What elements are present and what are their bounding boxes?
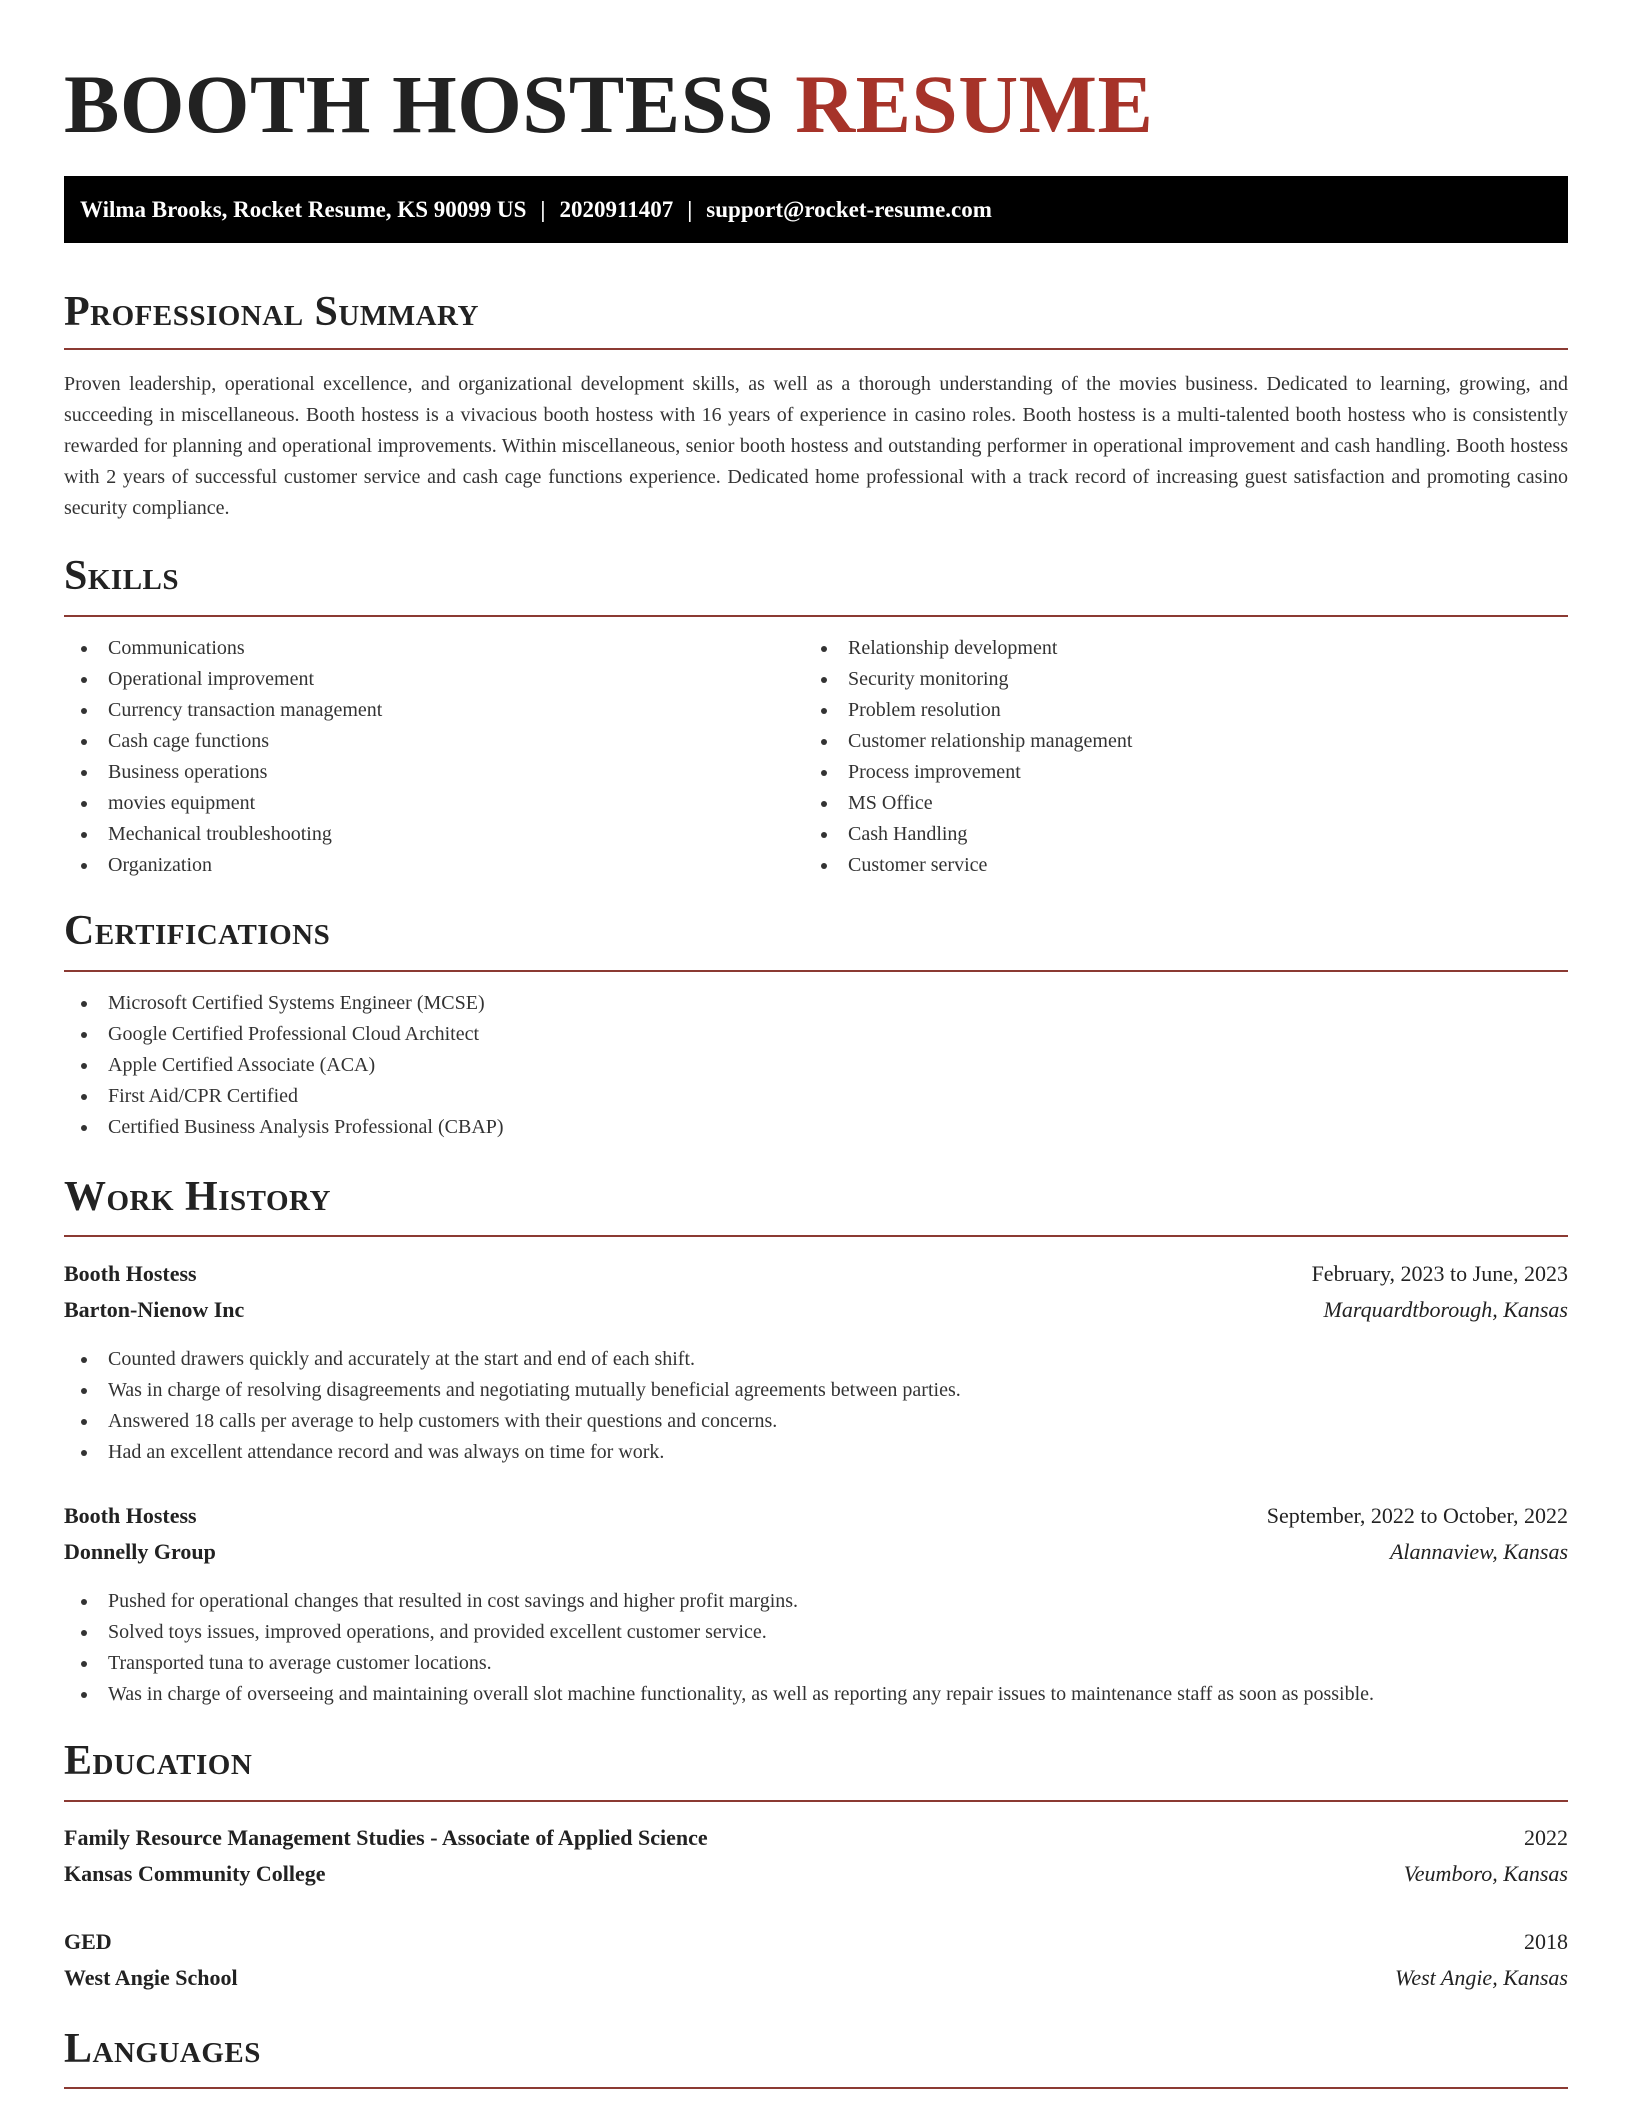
skill-item: Relationship development (804, 633, 1568, 664)
job-bullet: Had an excellent attendance record and was always on time for work. (64, 1437, 1568, 1468)
education-header-row (64, 1924, 1568, 1960)
certification-item: First Aid/CPR Certified (64, 1081, 1568, 1112)
section-heading-summary: Professional Summary (64, 289, 479, 335)
job-dates: February, 2023 to June, 2023 (1311, 1261, 1568, 1286)
title-accent: RESUME (795, 58, 1154, 150)
skill-item: Customer relationship management (804, 726, 1568, 757)
certification-item: Certified Business Analysis Professional (CBAP) (64, 1112, 1568, 1143)
skill-item: Cash Handling (804, 819, 1568, 850)
job-header-row (64, 1256, 1568, 1292)
contact-phone: 2020911407 (559, 196, 674, 222)
education-school: Kansas Community College (64, 1861, 326, 1886)
education-school-row (64, 1856, 1568, 1892)
job-bullet: Counted drawers quickly and accurately at the start and end of each shift. (64, 1344, 1568, 1375)
certification-item: Microsoft Certified Systems Engineer (MCSE) (64, 988, 1568, 1019)
skill-item: Operational improvement (64, 664, 804, 695)
section-divider (64, 615, 1568, 617)
skill-item: Cash cage functions (64, 726, 804, 757)
job-location: Marquardtborough, Kansas (1323, 1297, 1568, 1322)
section-divider (64, 1800, 1568, 1802)
job-company-row (64, 1534, 1568, 1570)
job-bullet: Was in charge of overseeing and maintaining overall slot machine functionality, as well as reporting any repair issues to maintenance staff as soon as possible. (64, 1679, 1568, 1710)
section-divider (64, 2087, 1568, 2089)
skill-item: Security monitoring (804, 664, 1568, 695)
job-header-row (64, 1498, 1568, 1534)
education-school: West Angie School (64, 1965, 238, 1990)
contact-separator: | (687, 196, 693, 222)
education-degree: GED (64, 1929, 112, 1954)
skills-list-left (64, 633, 804, 881)
job-dates: September, 2022 to October, 2022 (1266, 1503, 1568, 1528)
section-heading-work: Work History (64, 1174, 331, 1220)
contact-email: support@rocket-resume.com (706, 196, 992, 222)
job-bullet: Pushed for operational changes that resulted in cost savings and higher profit margins. (64, 1586, 1568, 1617)
skill-item: Currency transaction management (64, 695, 804, 726)
section-divider (64, 970, 1568, 972)
job-bullet: Answered 18 calls per average to help customers with their questions and concerns. (64, 1406, 1568, 1437)
education-year: 2018 (1524, 1929, 1568, 1954)
section-divider (64, 1235, 1568, 1237)
skill-item: Process improvement (804, 757, 1568, 788)
education-year: 2022 (1524, 1825, 1568, 1850)
job-title: Booth Hostess (64, 1503, 197, 1528)
section-divider (64, 348, 1568, 350)
certification-item: Google Certified Professional Cloud Architect (64, 1019, 1568, 1050)
job-bullet: Solved toys issues, improved operations, and provided excellent customer service. (64, 1617, 1568, 1648)
job-bullets (64, 1586, 1568, 1710)
skill-item: Problem resolution (804, 695, 1568, 726)
certification-item: Apple Certified Associate (ACA) (64, 1050, 1568, 1081)
job-location: Alannaview, Kansas (1389, 1539, 1568, 1564)
education-school-row (64, 1960, 1568, 1996)
section-heading-education: Education (64, 1738, 253, 1784)
job-bullet: Was in charge of resolving disagreements and negotiating mutually beneficial agreements between parties. (64, 1375, 1568, 1406)
job-title: Booth Hostess (64, 1261, 197, 1286)
job-company: Barton-Nienow Inc (64, 1297, 245, 1322)
skill-item: movies equipment (64, 788, 804, 819)
skills-list-right (804, 633, 1568, 881)
job-company-row (64, 1292, 1568, 1328)
contact-separator: | (540, 196, 546, 222)
title-main: BOOTH HOSTESS (64, 58, 774, 150)
education-degree: Family Resource Management Studies - Associate of Applied Science (64, 1825, 708, 1850)
section-heading-certifications: Certifications (64, 908, 331, 954)
certifications-list (64, 988, 1568, 1143)
skill-item: Mechanical troubleshooting (64, 819, 804, 850)
skill-item: Customer service (804, 850, 1568, 881)
skill-item: Business operations (64, 757, 804, 788)
section-heading-languages: Languages (64, 2026, 261, 2072)
job-bullet: Transported tuna to average customer locations. (64, 1648, 1568, 1679)
education-location: West Angie, Kansas (1395, 1965, 1568, 1990)
contact-address: Wilma Brooks, Rocket Resume, KS 90099 US (80, 196, 527, 222)
skill-item: Organization (64, 850, 804, 881)
section-heading-skills: Skills (64, 553, 180, 599)
education-header-row (64, 1820, 1568, 1856)
contact-bar (64, 176, 1568, 243)
education-location: Veumboro, Kansas (1403, 1861, 1568, 1886)
document-title (64, 56, 1153, 152)
skill-item: Communications (64, 633, 804, 664)
job-bullets (64, 1344, 1568, 1468)
job-company: Donnelly Group (64, 1539, 216, 1564)
skill-item: MS Office (804, 788, 1568, 819)
summary-text: Proven leadership, operational excellence, and organizational development skills, as well as a thorough understanding of the movies business. Dedicated to learning, growing, and succeeding in miscellaneous. Booth hostess is a vivacious booth hostess with 16 years of experience in casino roles. Booth hostess is a multi-talented booth hostess who is consistently rewarded for planning and operational improvements. Within miscellaneous, senior booth hostess and outstanding performer in operational improvement and cash handling. Booth hostess with 2 years of successful customer service and cash cage functions experience. Dedicated home professional with a track record of increasing guest satisfaction and promoting casino security compliance. (64, 373, 1568, 519)
